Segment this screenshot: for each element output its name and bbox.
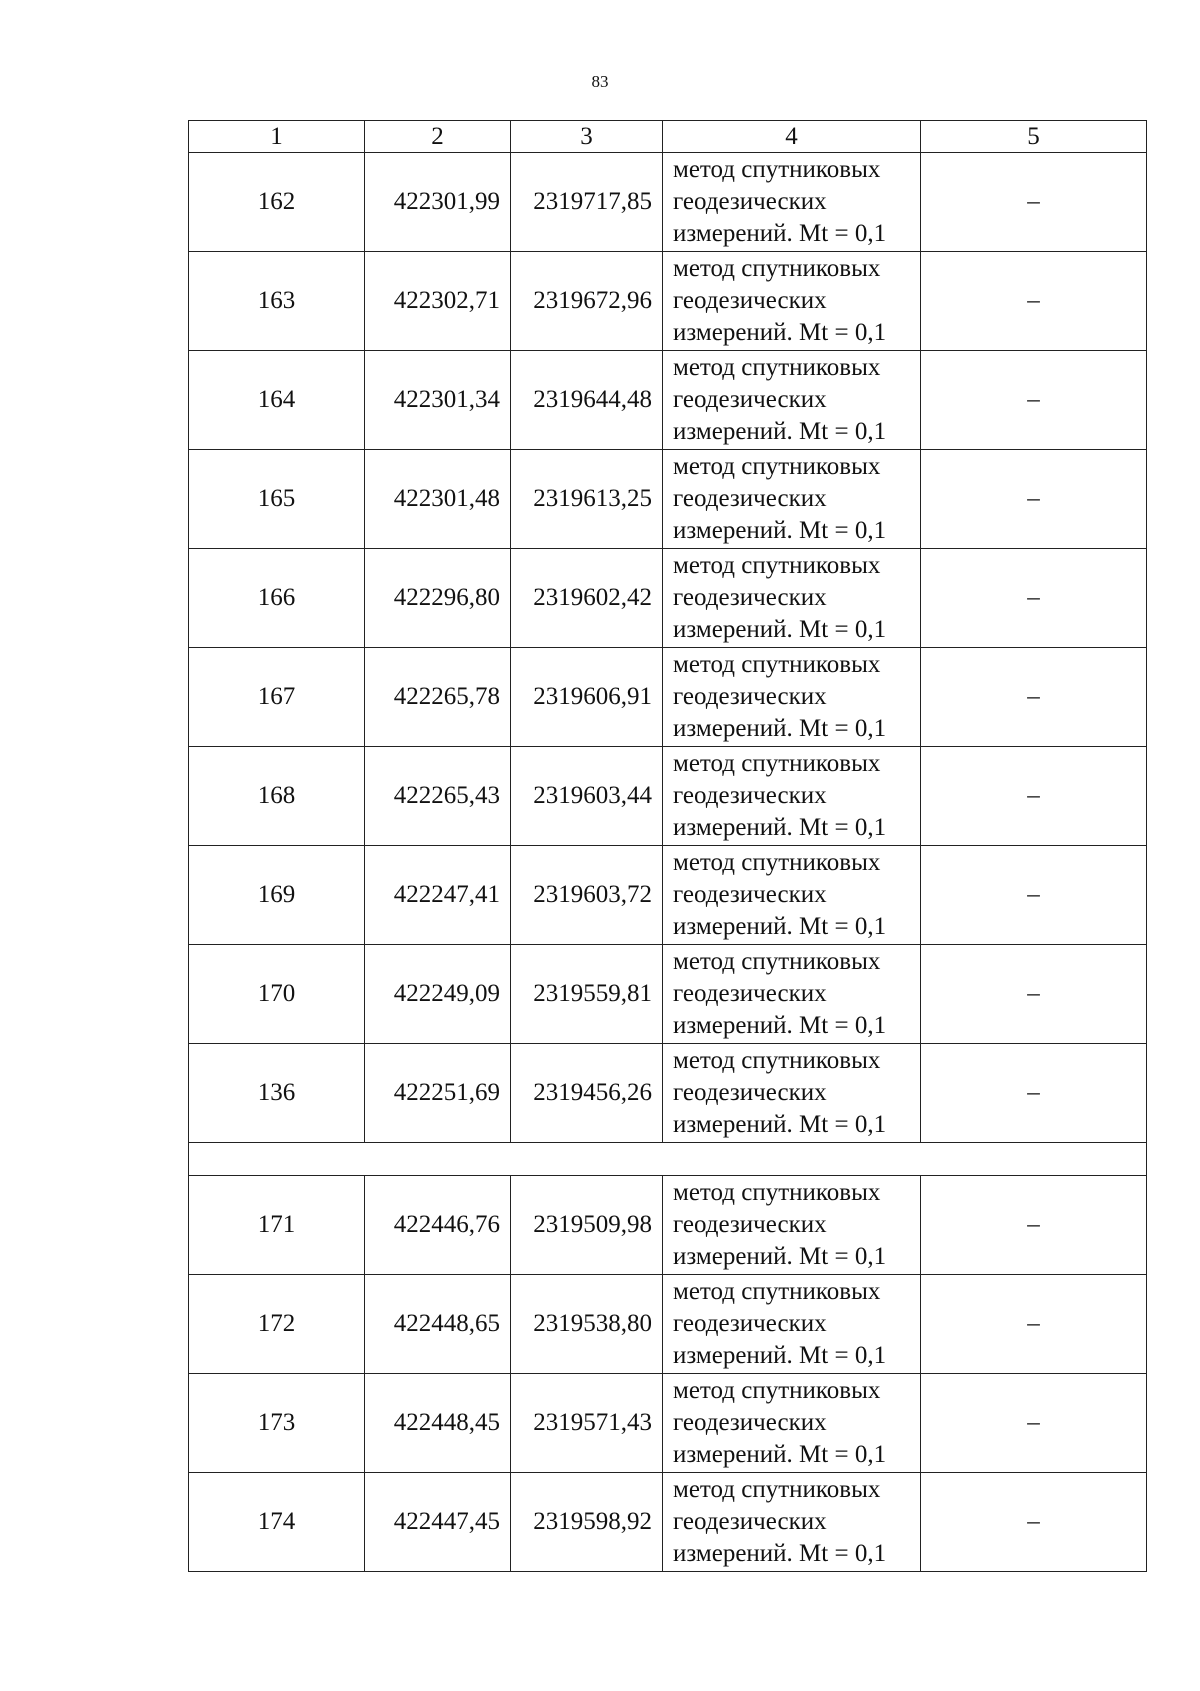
page-number: 83: [591, 72, 609, 91]
method-line-1: метод спутниковых: [673, 156, 881, 183]
y-coordinate-cell: 2319538,80: [511, 1275, 663, 1374]
method-line-2: геодезических: [673, 386, 827, 413]
point-number-cell: 164: [189, 351, 365, 450]
table-row: [189, 846, 1147, 945]
x-coordinate-cell: 422446,76: [365, 1176, 511, 1275]
description-cell: –: [921, 153, 1147, 252]
description-cell: –: [921, 450, 1147, 549]
description-cell: –: [921, 747, 1147, 846]
column-header-3: 3: [511, 121, 663, 153]
method-line-2: геодезических: [673, 584, 827, 611]
y-coordinate-cell: 2319717,85: [511, 153, 663, 252]
y-coordinate-cell: 2319602,42: [511, 549, 663, 648]
method-cell: [663, 846, 921, 945]
x-coordinate-cell: 422301,34: [365, 351, 511, 450]
description-cell: –: [921, 1275, 1147, 1374]
x-coordinate-cell: 422265,43: [365, 747, 511, 846]
method-line-3: измерений. Mt = 0,1: [673, 1111, 887, 1138]
method-cell: [663, 153, 921, 252]
y-coordinate-cell: 2319571,43: [511, 1374, 663, 1473]
method-line-2: геодезических: [673, 782, 827, 809]
method-cell: [663, 648, 921, 747]
method-cell: [663, 1275, 921, 1374]
x-coordinate-cell: 422296,80: [365, 549, 511, 648]
y-coordinate-cell: 2319603,44: [511, 747, 663, 846]
method-line-3: измерений. Mt = 0,1: [673, 517, 887, 544]
contour-separator-row: [189, 1143, 1147, 1176]
method-line-3: измерений. Mt = 0,1: [673, 616, 887, 643]
method-line-1: метод спутниковых: [673, 651, 881, 678]
method-line-2: геодезических: [673, 881, 827, 908]
table-row: [189, 549, 1147, 648]
column-header-5: 5: [921, 121, 1147, 153]
method-line-1: метод спутниковых: [673, 1476, 881, 1503]
method-line-2: геодезических: [673, 1409, 827, 1436]
method-cell: [663, 1374, 921, 1473]
point-number-cell: 163: [189, 252, 365, 351]
x-coordinate-cell: 422301,99: [365, 153, 511, 252]
x-coordinate-cell: 422247,41: [365, 846, 511, 945]
method-line-1: метод спутниковых: [673, 1377, 881, 1404]
method-line-3: измерений. Mt = 0,1: [673, 715, 887, 742]
table-row: [189, 252, 1147, 351]
y-coordinate-cell: 2319509,98: [511, 1176, 663, 1275]
method-cell: [663, 747, 921, 846]
method-line-3: измерений. Mt = 0,1: [673, 1342, 887, 1369]
description-cell: –: [921, 1374, 1147, 1473]
method-line-1: метод спутниковых: [673, 1047, 881, 1074]
method-line-2: геодезических: [673, 287, 827, 314]
method-line-1: метод спутниковых: [673, 1179, 881, 1206]
table-row: [189, 945, 1147, 1044]
method-cell: [663, 549, 921, 648]
x-coordinate-cell: 422301,48: [365, 450, 511, 549]
method-line-2: геодезических: [673, 683, 827, 710]
method-line-1: метод спутниковых: [673, 948, 881, 975]
x-coordinate-cell: 422265,78: [365, 648, 511, 747]
method-cell: [663, 945, 921, 1044]
contour-separator-cell: [189, 1143, 1147, 1176]
method-cell: [663, 1473, 921, 1572]
method-cell: [663, 1176, 921, 1275]
point-number-cell: 172: [189, 1275, 365, 1374]
method-line-1: метод спутниковых: [673, 750, 881, 777]
table-row: [189, 153, 1147, 252]
description-cell: –: [921, 945, 1147, 1044]
method-line-1: метод спутниковых: [673, 849, 881, 876]
method-line-2: геодезических: [673, 980, 827, 1007]
description-cell: –: [921, 1176, 1147, 1275]
method-line-1: метод спутниковых: [673, 1278, 881, 1305]
description-cell: –: [921, 648, 1147, 747]
method-line-3: измерений. Mt = 0,1: [673, 1441, 887, 1468]
method-line-3: измерений. Mt = 0,1: [673, 220, 887, 247]
table-row: [189, 648, 1147, 747]
method-line-2: геодезических: [673, 1508, 827, 1535]
description-cell: –: [921, 351, 1147, 450]
coordinates-table: [188, 120, 1147, 1572]
x-coordinate-cell: 422249,09: [365, 945, 511, 1044]
table-header-row: [189, 121, 1147, 153]
method-line-1: метод спутниковых: [673, 552, 881, 579]
point-number-cell: 168: [189, 747, 365, 846]
method-cell: [663, 450, 921, 549]
y-coordinate-cell: 2319606,91: [511, 648, 663, 747]
point-number-cell: 174: [189, 1473, 365, 1572]
x-coordinate-cell: 422448,45: [365, 1374, 511, 1473]
method-line-2: геодезических: [673, 188, 827, 215]
point-number-cell: 136: [189, 1044, 365, 1143]
x-coordinate-cell: 422251,69: [365, 1044, 511, 1143]
x-coordinate-cell: 422447,45: [365, 1473, 511, 1572]
method-cell: [663, 1044, 921, 1143]
description-cell: –: [921, 1473, 1147, 1572]
method-line-3: измерений. Mt = 0,1: [673, 319, 887, 346]
method-line-2: геодезических: [673, 1079, 827, 1106]
description-cell: –: [921, 1044, 1147, 1143]
x-coordinate-cell: 422302,71: [365, 252, 511, 351]
y-coordinate-cell: 2319672,96: [511, 252, 663, 351]
point-number-cell: 166: [189, 549, 365, 648]
column-header-4: 4: [663, 121, 921, 153]
table-row: [189, 450, 1147, 549]
method-line-2: геодезических: [673, 1211, 827, 1238]
method-line-3: измерений. Mt = 0,1: [673, 1243, 887, 1270]
y-coordinate-cell: 2319613,25: [511, 450, 663, 549]
y-coordinate-cell: 2319456,26: [511, 1044, 663, 1143]
y-coordinate-cell: 2319644,48: [511, 351, 663, 450]
coordinates-table-body: [189, 121, 1147, 1572]
column-header-2: 2: [365, 121, 511, 153]
method-line-3: измерений. Mt = 0,1: [673, 418, 887, 445]
method-line-3: измерений. Mt = 0,1: [673, 814, 887, 841]
table-row: [189, 1473, 1147, 1572]
method-line-2: геодезических: [673, 485, 827, 512]
method-line-3: измерений. Mt = 0,1: [673, 1540, 887, 1567]
x-coordinate-cell: 422448,65: [365, 1275, 511, 1374]
table-row: [189, 747, 1147, 846]
y-coordinate-cell: 2319559,81: [511, 945, 663, 1044]
method-cell: [663, 351, 921, 450]
description-cell: –: [921, 549, 1147, 648]
table-row: [189, 1275, 1147, 1374]
column-header-1: 1: [189, 121, 365, 153]
point-number-cell: 171: [189, 1176, 365, 1275]
point-number-cell: 170: [189, 945, 365, 1044]
y-coordinate-cell: 2319598,92: [511, 1473, 663, 1572]
method-line-3: измерений. Mt = 0,1: [673, 1012, 887, 1039]
table-row: [189, 1044, 1147, 1143]
point-number-cell: 165: [189, 450, 365, 549]
table-row: [189, 1176, 1147, 1275]
method-line-2: геодезических: [673, 1310, 827, 1337]
point-number-cell: 162: [189, 153, 365, 252]
method-line-1: метод спутниковых: [673, 453, 881, 480]
description-cell: –: [921, 252, 1147, 351]
method-line-3: измерений. Mt = 0,1: [673, 913, 887, 940]
table-row: [189, 1374, 1147, 1473]
y-coordinate-cell: 2319603,72: [511, 846, 663, 945]
description-cell: –: [921, 846, 1147, 945]
point-number-cell: 173: [189, 1374, 365, 1473]
point-number-cell: 169: [189, 846, 365, 945]
point-number-cell: 167: [189, 648, 365, 747]
table-row: [189, 351, 1147, 450]
method-cell: [663, 252, 921, 351]
method-line-1: метод спутниковых: [673, 354, 881, 381]
method-line-1: метод спутниковых: [673, 255, 881, 282]
